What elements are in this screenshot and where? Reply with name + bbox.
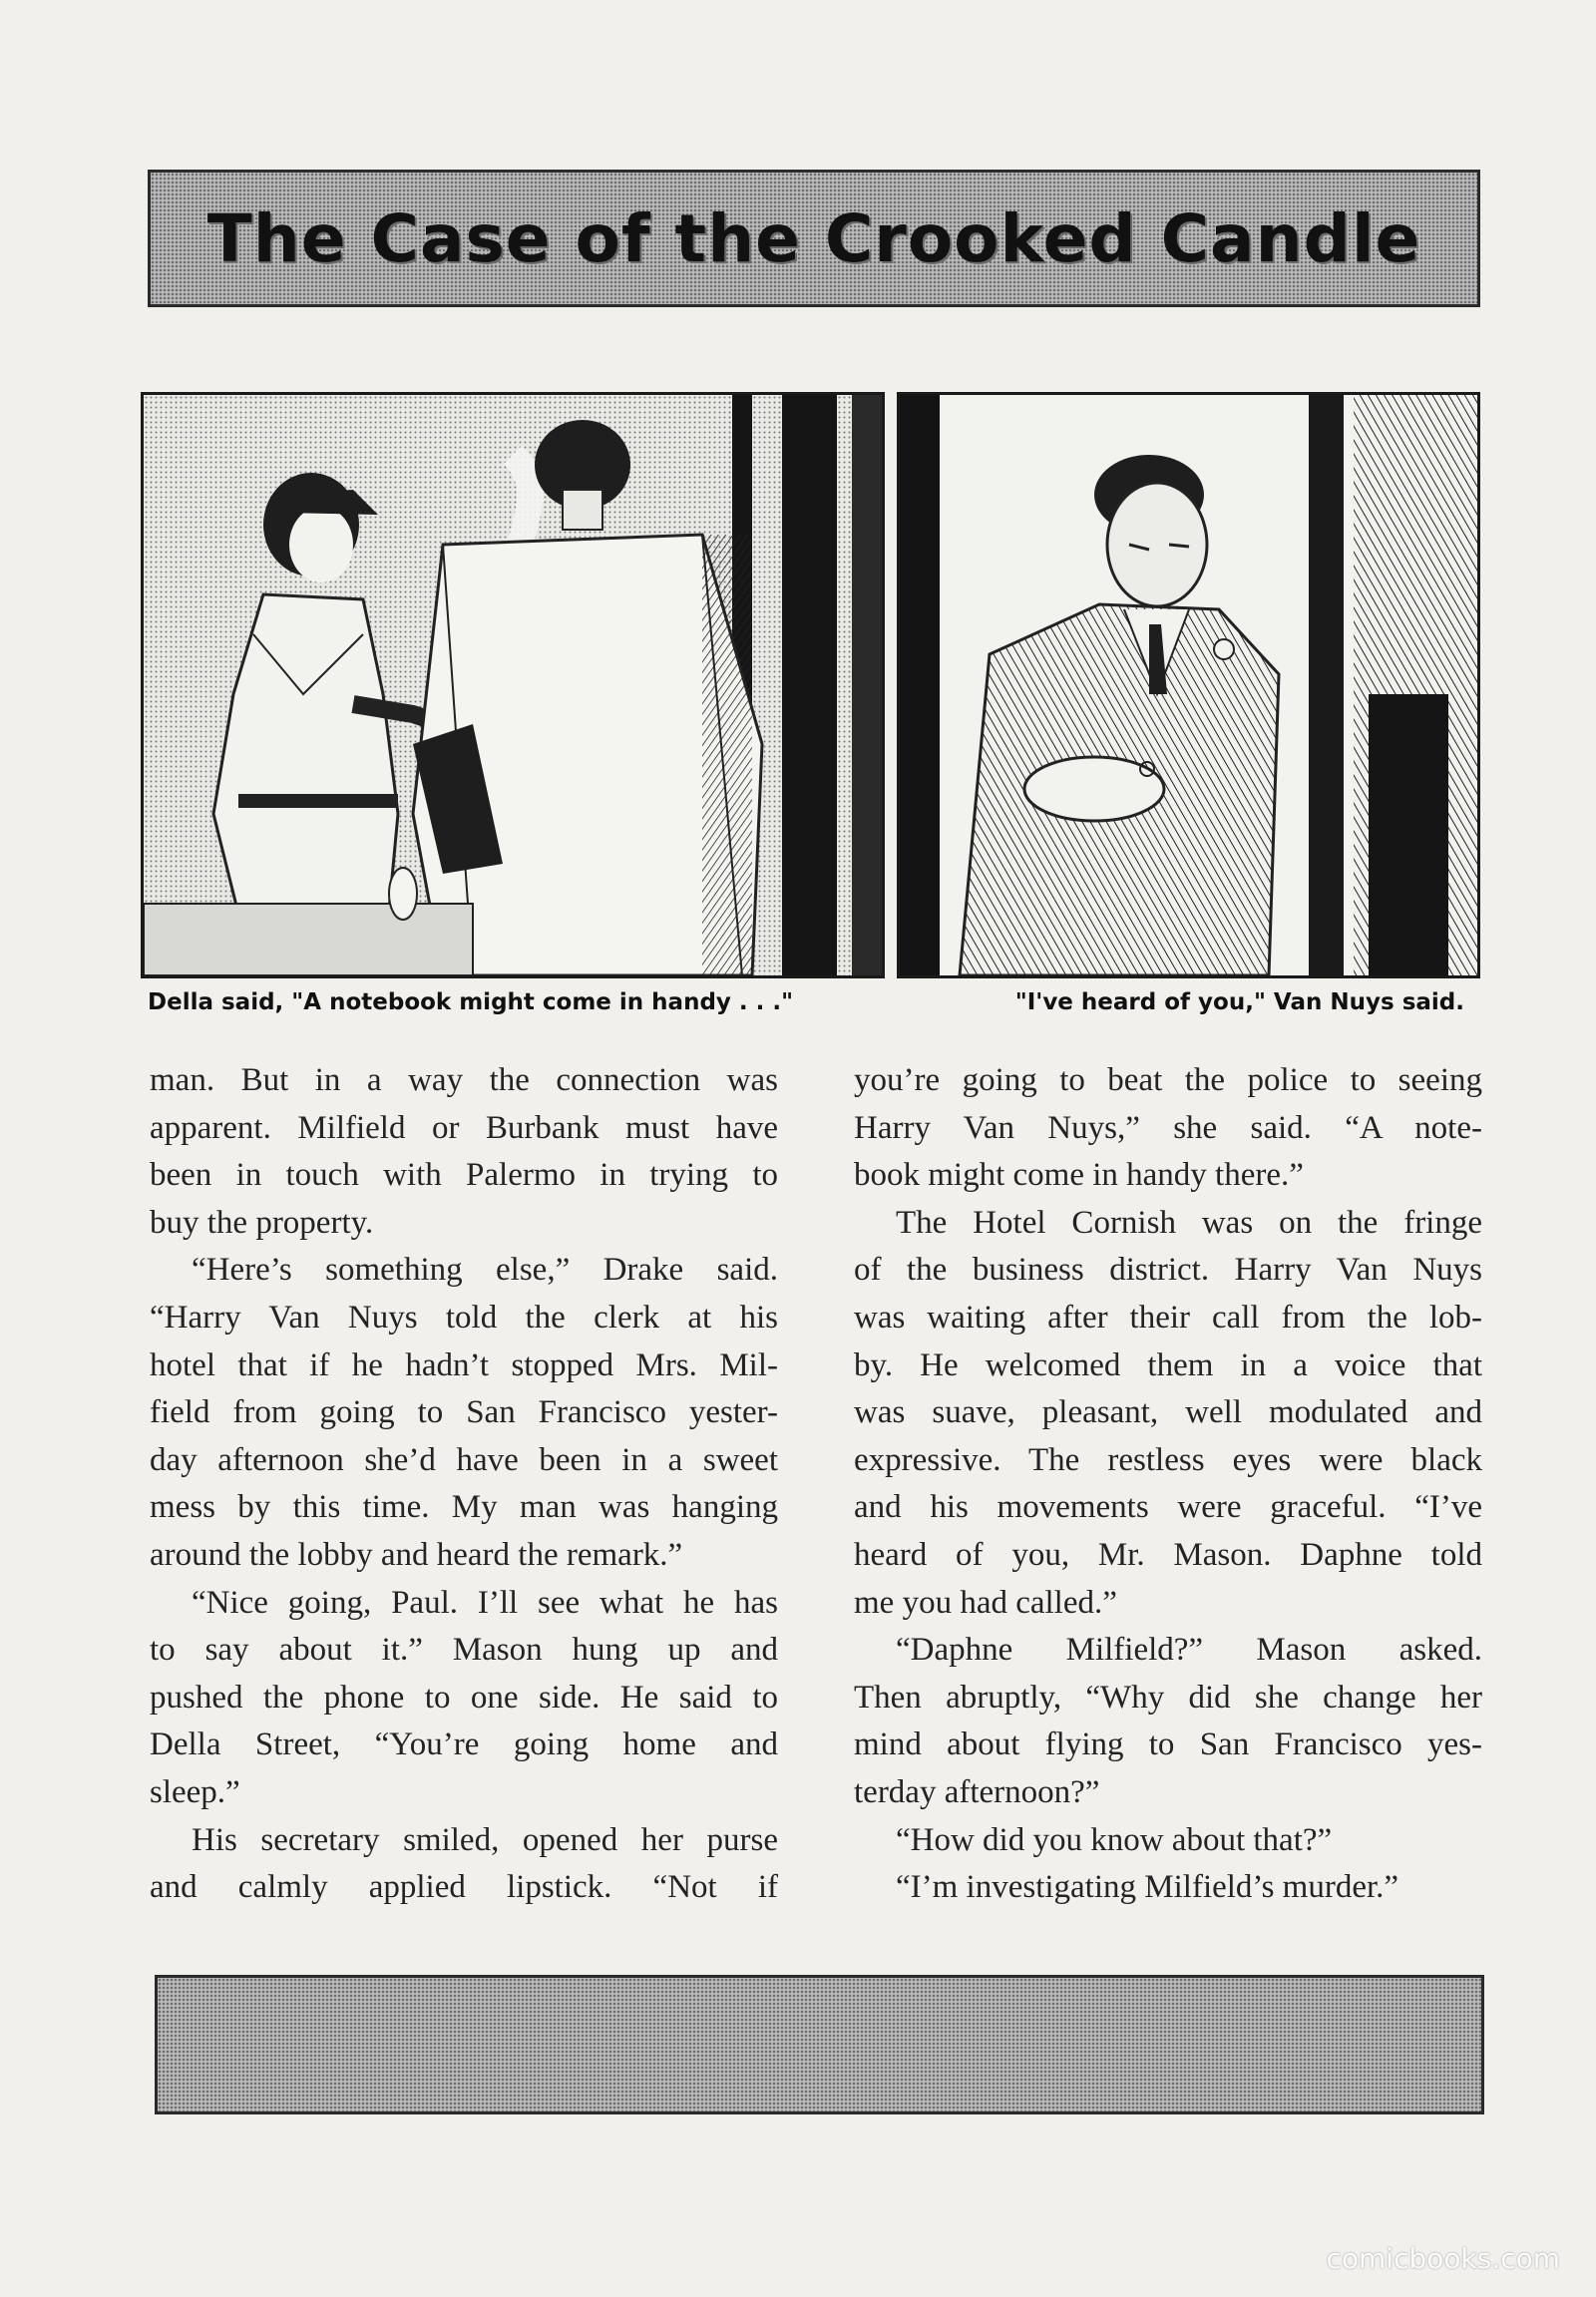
text-line: and his movements were graceful. “I’ve bbox=[854, 1489, 1482, 1526]
watermark: comicbooks.com bbox=[1326, 2242, 1560, 2275]
text-column-right bbox=[854, 1057, 1482, 1912]
text-line: terday afternoon?” bbox=[854, 1773, 1100, 1810]
text-line: field from going to San Francisco yester- bbox=[150, 1394, 778, 1431]
text-line: “Daphne Milfield?” Mason asked. bbox=[896, 1632, 1482, 1669]
text-line: heard of you, Mr. Mason. Daphne told bbox=[854, 1536, 1482, 1573]
text-line: expressive. The restless eyes were black bbox=[854, 1441, 1482, 1478]
text-line: mess by this time. My man was hanging bbox=[150, 1489, 778, 1526]
text-line: day afternoon she’d have been in a sweet bbox=[150, 1441, 778, 1478]
text-line: “Here’s something else,” Drake said. bbox=[192, 1252, 778, 1289]
text-line: His secretary smiled, opened her purse bbox=[192, 1821, 778, 1858]
caption-della: Della said, "A notebook might come in handy . . ." bbox=[148, 989, 794, 1015]
text-line: mind about flying to San Francisco yes- bbox=[854, 1726, 1482, 1763]
text-line: around the lobby and heard the remark.” bbox=[150, 1536, 683, 1573]
text-line: book might come in handy there.” bbox=[854, 1157, 1304, 1194]
van-nuys-illustration bbox=[900, 395, 1477, 975]
text-line: was waiting after their call from the lob- bbox=[854, 1299, 1482, 1336]
text-line: Della Street, “You’re going home and bbox=[150, 1726, 778, 1763]
illustration-panel-van-nuys bbox=[897, 392, 1480, 978]
text-line: Harry Van Nuys,” she said. “A note- bbox=[854, 1109, 1482, 1146]
text-line: of the business district. Harry Van Nuys bbox=[854, 1252, 1482, 1289]
text-line: to say about it.” Mason hung up and bbox=[150, 1632, 778, 1669]
illustration-panel-della bbox=[141, 392, 885, 978]
text-line: “Harry Van Nuys told the clerk at his bbox=[150, 1299, 778, 1336]
text-line: pushed the phone to one side. He said to bbox=[150, 1679, 778, 1716]
text-line: “Nice going, Paul. I’ll see what he has bbox=[192, 1584, 778, 1621]
text-line: was suave, pleasant, well modulated and bbox=[854, 1394, 1482, 1431]
text-line: The Hotel Cornish was on the fringe bbox=[896, 1204, 1482, 1241]
title-banner bbox=[148, 170, 1480, 307]
story-title: The Case of the Crooked Candle bbox=[206, 199, 1421, 277]
text-line: hotel that if he hadn’t stopped Mrs. Mil- bbox=[150, 1346, 778, 1383]
text-line: Then abruptly, “Why did she change her bbox=[854, 1679, 1482, 1716]
text-line: by. He welcomed them in a voice that bbox=[854, 1346, 1482, 1383]
text-line: me you had called.” bbox=[854, 1584, 1117, 1621]
della-illustration bbox=[144, 395, 882, 975]
text-line: “How did you know about that?” bbox=[896, 1821, 1333, 1858]
caption-van-nuys: "I've heard of you," Van Nuys said. bbox=[1014, 989, 1464, 1015]
text-column-left bbox=[150, 1057, 778, 1912]
bottom-banner bbox=[155, 1975, 1484, 2114]
text-line: sleep.” bbox=[150, 1773, 240, 1810]
text-line: been in touch with Palermo in trying to bbox=[150, 1157, 778, 1194]
text-line: you’re going to beat the police to seeing bbox=[854, 1062, 1482, 1098]
text-line: “I’m investigating Milfield’s murder.” bbox=[896, 1869, 1399, 1906]
text-line: man. But in a way the connection was bbox=[150, 1062, 778, 1098]
text-line: buy the property. bbox=[150, 1204, 374, 1241]
text-line: and calmly applied lipstick. “Not if bbox=[150, 1869, 778, 1906]
text-line: apparent. Milfield or Burbank must have bbox=[150, 1109, 778, 1146]
